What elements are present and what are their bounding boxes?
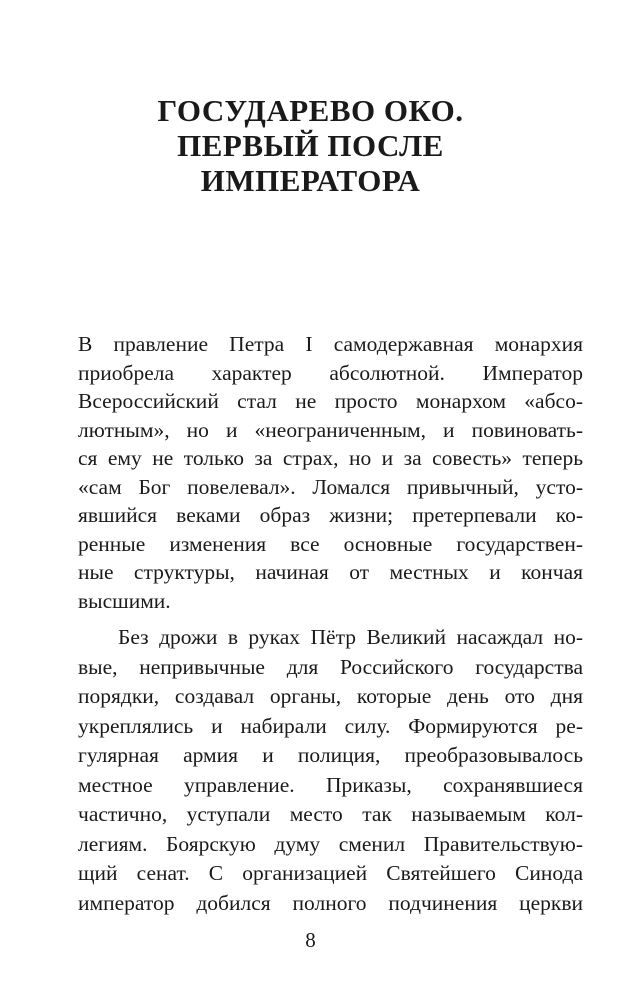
- paragraph-2: [78, 623, 583, 918]
- text-line: укреплялись и набирали силу. Формируются ре-: [78, 713, 583, 738]
- text-line: ренные изменения все основные государствен-: [78, 531, 583, 556]
- title-line: ГОСУДАРЕВО ОКО.: [157, 93, 464, 128]
- text-line: явшийся веками образ жизни; претерпевали ко-: [78, 503, 583, 527]
- text-line: ся ему не только за страх, но и за совесть» теперь: [78, 446, 583, 470]
- text-line: приобрела характер абсолютной. Император: [78, 360, 583, 385]
- text-line: император добился полного подчинения церкви: [78, 890, 583, 915]
- text-line: вые, непривычные для Российского государства: [78, 654, 583, 679]
- text-line: порядки, создавал органы, которые день ото дня: [78, 684, 583, 708]
- page-number: 8: [305, 928, 316, 952]
- text-line: В правление Петра I самодержавная монархия: [78, 332, 583, 356]
- chapter-title: [0, 93, 621, 198]
- text-line: лютным», но и «неограниченным, и повиновать-: [78, 417, 583, 442]
- text-line: местное управление. Приказы, сохранявшиеся: [78, 772, 583, 797]
- paragraph-1: [78, 330, 583, 615]
- text-line: гулярная армия и полиция, преобразовывалось: [78, 743, 583, 767]
- text-line: «сам Бог повелевал». Ломался привычный, усто-: [78, 474, 583, 499]
- title-line: ИМПЕРАТОРА: [200, 163, 421, 198]
- text-line: щий сенат. С организацией Святейшего Синода: [78, 861, 583, 885]
- text-line: ные структуры, начиная от местных и кончая: [78, 560, 583, 584]
- text-line: легиям. Боярскую думу сменил Правительствую-: [78, 831, 583, 856]
- title-line: ПЕРВЫЙ ПОСЛЕ: [177, 128, 444, 163]
- text-line: частично, уступали место так называемым кол-: [78, 802, 583, 826]
- text-line: Без дрожи в руках Пётр Великий насаждал но-: [118, 625, 583, 649]
- text-line: Всероссийский стал не просто монархом «абсо-: [78, 389, 583, 413]
- text-line: высшими.: [78, 588, 171, 613]
